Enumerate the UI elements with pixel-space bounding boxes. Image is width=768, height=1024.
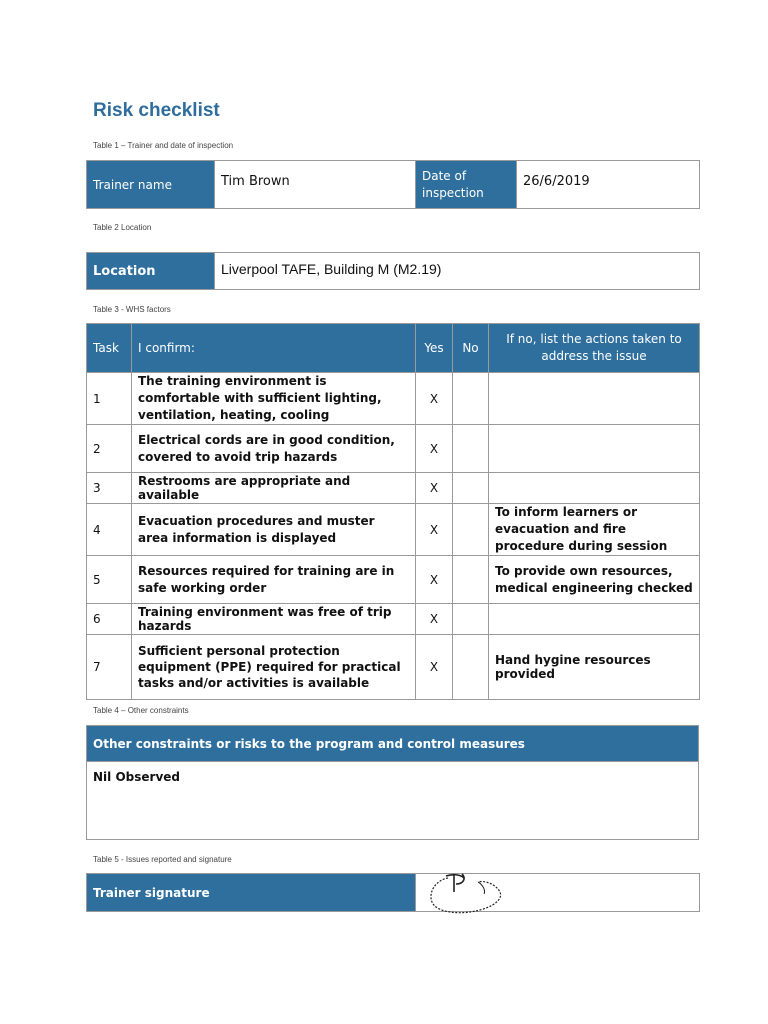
row-actions (489, 373, 700, 425)
constraints-header: Other constraints or risks to the program and control measures (87, 726, 699, 762)
row-task: 4 (87, 504, 132, 556)
header-no: No (453, 324, 489, 373)
header-confirm: I confirm: (132, 324, 416, 373)
row-actions (489, 604, 700, 635)
signature-image (426, 872, 506, 916)
table1-caption: Table 1 – Trainer and date of inspection (93, 141, 234, 150)
row-confirm: Electrical cords are in good condition, covered to avoid trip hazards (132, 425, 416, 473)
row-confirm: Restrooms are appropriate and available (132, 473, 416, 504)
constraints-value: Nil Observed (87, 762, 699, 840)
row-no (453, 473, 489, 504)
row-confirm: Evacuation procedures and muster area information is displayed (132, 504, 416, 556)
row-task: 7 (87, 635, 132, 700)
row-confirm: Training environment was free of trip hazards (132, 604, 416, 635)
table-row (87, 604, 700, 635)
row-no (453, 373, 489, 425)
row-no (453, 425, 489, 473)
row-actions (489, 425, 700, 473)
table-row (87, 556, 700, 604)
date-value: 26/6/2019 (517, 161, 700, 209)
table4-caption: Table 4 – Other constraints (93, 706, 189, 715)
row-actions: To provide own resources, medical engineering checked (489, 556, 700, 604)
header-actions: If no, list the actions taken to address the issue (489, 324, 700, 373)
table-row (87, 504, 700, 556)
row-task: 1 (87, 373, 132, 425)
table-row (87, 473, 700, 504)
row-task: 5 (87, 556, 132, 604)
other-constraints-table (86, 725, 699, 840)
signature-cell (416, 874, 700, 912)
table-row (87, 425, 700, 473)
trainer-name-value: Tim Brown (215, 161, 416, 209)
table5-caption: Table 5 - Issues reported and signature (93, 855, 232, 864)
trainer-name-label: Trainer name (87, 161, 215, 209)
row-yes: X (416, 556, 453, 604)
row-task: 3 (87, 473, 132, 504)
row-confirm: Sufficient personal protection equipment (PPE) required for practical tasks and/or activities is available (132, 635, 416, 700)
table-row (87, 635, 700, 700)
row-no (453, 556, 489, 604)
signature-label: Trainer signature (87, 874, 416, 912)
row-yes: X (416, 604, 453, 635)
row-actions (489, 473, 700, 504)
table2-caption: Table 2 Location (93, 223, 152, 232)
row-no (453, 604, 489, 635)
whs-factors-table (86, 323, 700, 700)
location-table (86, 252, 700, 290)
date-label: Date of inspection (416, 161, 517, 209)
row-yes: X (416, 425, 453, 473)
row-actions: To inform learners or evacuation and fire procedure during session (489, 504, 700, 556)
row-task: 6 (87, 604, 132, 635)
row-confirm: The training environment is comfortable with sufficient lighting, ventilation, heating, cooling (132, 373, 416, 425)
row-yes: X (416, 635, 453, 700)
location-value: Liverpool TAFE, Building M (M2.19) (215, 253, 700, 290)
row-yes: X (416, 504, 453, 556)
location-label: Location (87, 253, 215, 290)
row-actions: Hand hygine resources provided (489, 635, 700, 700)
row-yes: X (416, 373, 453, 425)
row-yes: X (416, 473, 453, 504)
table-row (87, 373, 700, 425)
page-title: Risk checklist (93, 100, 220, 121)
row-no (453, 635, 489, 700)
table3-caption: Table 3 - WHS factors (93, 305, 171, 314)
trainer-date-table (86, 160, 700, 209)
signature-table (86, 873, 700, 912)
header-yes: Yes (416, 324, 453, 373)
header-task: Task (87, 324, 132, 373)
row-confirm: Resources required for training are in safe working order (132, 556, 416, 604)
row-no (453, 504, 489, 556)
row-task: 2 (87, 425, 132, 473)
